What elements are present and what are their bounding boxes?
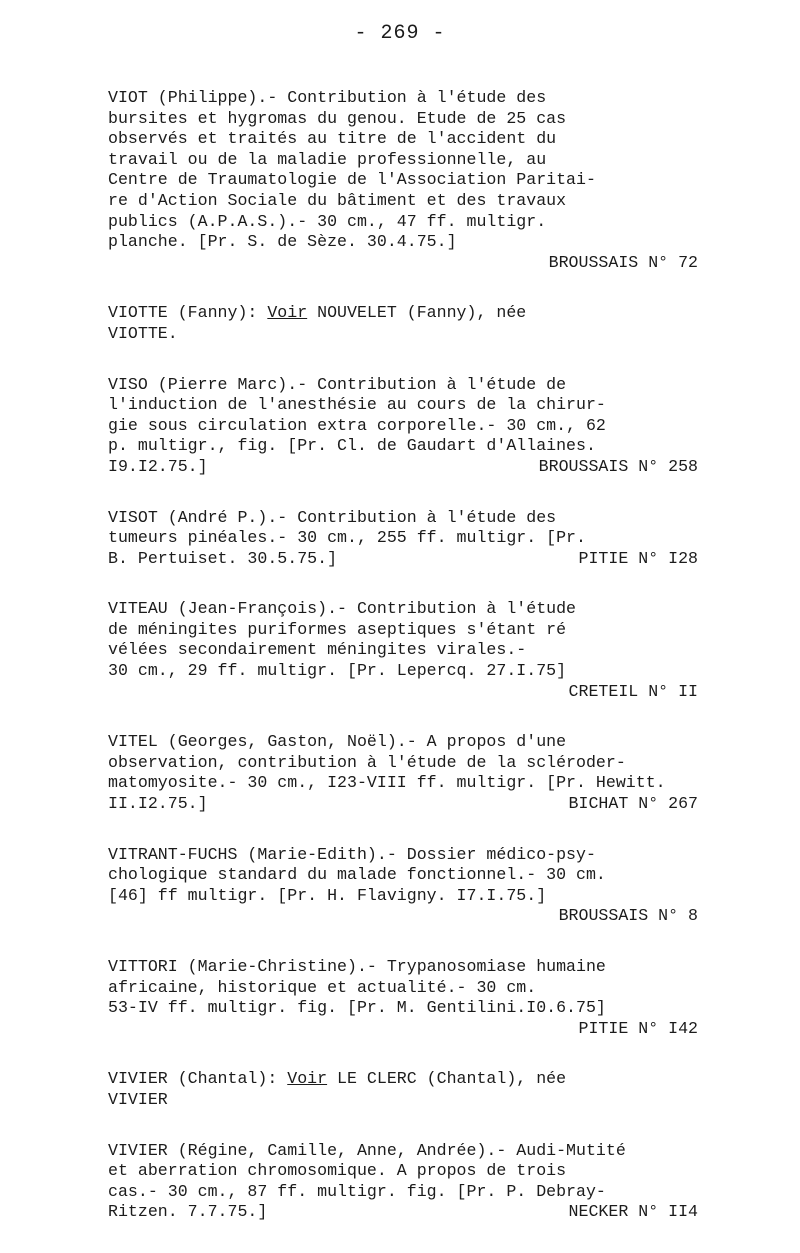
entry-line: Centre de Traumatologie de l'Association Paritai- [108,170,596,190]
entry-vittori [108,957,704,1039]
entry-name: VIVIER (Chantal): [108,1069,288,1089]
entry-vivier-chantal [108,1069,704,1110]
entry-line: p. multigr., fig. [Pr. Cl. de Gaudart d'Allaines. [108,436,596,456]
entry-line: observation, contribution à l'étude de la scléroder- [108,752,626,772]
entry-viteau [108,599,704,702]
entry-line: VITEAU (Jean-François).- Contribution à l'étude [108,599,577,619]
entry-last-line [108,1202,704,1223]
entry-line: travail ou de la maladie professionnelle, au [108,149,547,169]
library-reference: CRETEIL N° II [568,681,698,701]
cross-reference-target: NOUVELET (Fanny), née [307,303,527,323]
entry-viotte [108,303,704,344]
entry-line: VITTORI (Marie-Christine).- Trypanosomiase humaine [108,957,606,976]
entry-line: re d'Action Sociale du bâtiment et des travaux [108,190,567,210]
entry-line: 30 cm., 29 ff. multigr. [Pr. Lepercq. 27.I.75] [108,661,567,681]
library-reference: NECKER N° II4 [568,1202,698,1222]
entry-line: VIVIER [108,1089,168,1109]
library-reference: PITIE N° I28 [578,548,698,568]
cross-reference-line [108,1069,704,1090]
entry-name: VIOTTE (Fanny): [108,303,268,323]
library-reference: PITIE N° I42 [578,1018,698,1038]
entry-line: VIOT (Philippe).- Contribution à l'étude des [108,88,547,107]
entry-vitel [108,732,704,814]
entry-line: Ritzen. 7.7.75.] [108,1202,268,1222]
entry-line: vélées secondairement méningites virales.- [108,640,527,660]
entry-viso [108,375,704,478]
voir-link[interactable]: Voir [267,303,308,323]
entry-line: VISO (Pierre Marc).- Contribution à l'étude de [108,374,567,394]
entry-line: cas.- 30 cm., 87 ff. multigr. fig. [Pr. P. Debray- [108,1181,606,1201]
library-reference: BROUSSAIS N° 8 [558,906,698,926]
entry-line: VIOTTE. [108,323,178,343]
entry-line: gie sous circulation extra corporelle.- 30 cm., 62 [108,415,606,435]
entry-line: VIVIER (Régine, Camille, Anne, Andrée).- Audi-Mutité [108,1140,626,1160]
entry-line: tumeurs pinéales.- 30 cm., 255 ff. multigr. [Pr. [108,528,586,548]
entry-line: I9.I2.75.] [108,456,208,476]
entry-line: de méningites puriformes aseptiques s'étant ré [108,619,567,639]
voir-link[interactable]: Voir [287,1069,328,1089]
entry-line: publics (A.P.A.S.).- 30 cm., 47 ff. multigr. [108,211,547,231]
library-reference: BROUSSAIS N° 72 [548,252,698,272]
entry-vitrant-fuchs [108,845,704,927]
cross-reference-line [108,303,704,324]
entry-line: et aberration chromosomique. A propos de trois [108,1161,567,1181]
entry-line: bursites et hygromas du genou. Etude de 25 cas [108,108,567,128]
entry-line: observés et traités au titre de l'accident du [108,129,557,149]
entry-visot [108,508,704,570]
entry-last-line [108,549,704,570]
page-number: - 269 - [354,22,446,45]
entry-line: VITEL (Georges, Gaston, Noël).- A propos d'une [108,732,567,752]
entry-line: planche. [Pr. S. de Sèze. 30.4.75.] [108,232,457,252]
entry-line: VITRANT-FUCHS (Marie-Edith).- Dossier médico-psy- [108,844,596,864]
entry-line: [46] ff multigr. [Pr. H. Flavigny. I7.I.75.] [108,885,547,905]
entry-last-line [108,794,704,815]
entry-last-line [108,457,704,478]
entry-line: II.I2.75.] [108,794,208,814]
entry-line: VISOT (André P.).- Contribution à l'étude des [108,507,557,527]
entry-line: 53-IV ff. multigr. fig. [Pr. M. Gentilini.I0.6.75] [108,998,606,1018]
entry-viot [108,88,704,273]
entry-line: B. Pertuiset. 30.5.75.] [108,548,338,568]
bibliography-entries [108,88,704,1253]
entry-line: l'induction de l'anesthésie au cours de la chirur- [108,395,606,415]
entry-vivier-regine [108,1141,704,1223]
library-reference: BROUSSAIS N° 258 [538,456,698,476]
library-reference: BICHAT N° 267 [568,794,698,814]
entry-line: chologique standard du malade fonctionnel.- 30 cm. [108,865,606,885]
cross-reference-target: LE CLERC (Chantal), née [327,1069,567,1089]
entry-line: africaine, historique et actualité.- 30 cm. [108,977,537,997]
entry-line: matomyosite.- 30 cm., I23-VIII ff. multigr. [Pr. Hewitt. [108,773,666,793]
